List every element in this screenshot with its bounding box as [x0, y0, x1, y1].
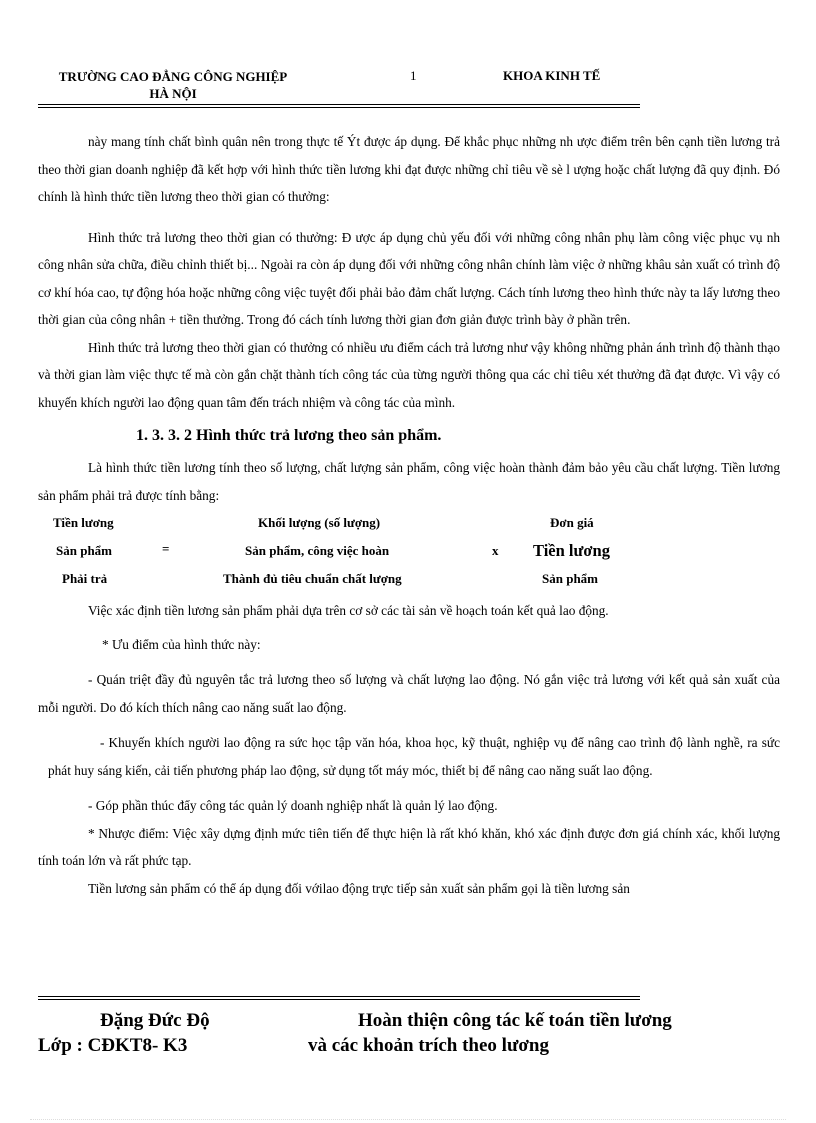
paragraph: Hình thức trả lương theo thời gian có thưởng: Đ ược áp dụng chủ yếu đối với những công nhân phụ làm công việc phục vụ nh công nhân sửa chữa, điều chỉnh thiết bị... Ngoài ra còn áp dụng đối với những công nhân chính làm việc ở những khâu sản xuất có trình độ cơ khí hóa cao, tự động hóa hoặc những công việc tuyệt đối phải bảo đảm chất lượng. Cách tính lương theo hình thức này ta lấy lương theo thời gian của công nhân + tiền thưởng. Trong đó cách tính lương thời gian đơn giản được trình bày ở phần trên. [38, 229, 780, 327]
class-name: Lớp : CĐKT8- K3 [38, 1035, 188, 1056]
formula-mid-line2: Sản phẩm, công việc hoàn [245, 543, 390, 558]
formula-rhs-line3: Sản phẩm [542, 571, 598, 586]
thesis-title-line1: Hoàn thiện công tác kế toán tiền lương [358, 1010, 672, 1031]
formula-mid-line1: Khối lượng (số lượng) [258, 515, 381, 530]
school-name-line1: TRƯỜNG CAO ĐẲNG CÔNG NGHIỆP [58, 69, 288, 84]
formula-rhs-line1: Đơn giá [550, 515, 594, 530]
footer-divider [38, 996, 640, 1000]
faculty-name: KHOA KINH TẾ [503, 68, 601, 83]
paragraph: Hình thức trả lương theo thời gian có thưởng có nhiều ưu điểm cách trả lương như vậy không những phản ánh trình độ thành thạo và thời gian làm việc thực tế mà còn gắn chặt thành tích công tác của từng người thông qua các chỉ tiêu xét thưởng đã đạt được. Vì vậy có khuyến khích người lao động quan tâm đến trách nhiệm và công tác của mình. [38, 339, 780, 410]
document-body [38, 128, 780, 902]
formula-lhs-line2: Sản phẩm [56, 543, 112, 558]
formula-mid-line3: Thành đủ tiêu chuẩn chất lượng [223, 571, 402, 586]
author-name: Đặng Đức Độ [100, 1010, 210, 1031]
formula-lhs-line1: Tiền lương [53, 515, 114, 530]
wage-formula [38, 509, 780, 597]
paragraph: - Góp phần thúc đẩy công tác quản lý doanh nghiệp nhất là quản lý lao động. [88, 798, 498, 813]
paragraph: này mang tính chất bình quân nên trong thực tế Ýt được áp dụng. Để khắc phục những nh ược điểm trên bên cạnh tiền lương trả theo thời gian doanh nghiệp đã kết hợp với hình thức tiền lương khi đạt được những chỉ tiêu về sè l ượng hoặc chất lượng đã quy định. Đó chính là hình thức tiền lương theo thời gian có thưởng: [38, 134, 780, 204]
thesis-title-line2: và các khoản trích theo lương [308, 1035, 549, 1056]
school-name [38, 68, 308, 102]
page-number: 1 [410, 68, 417, 83]
equals-sign: = [162, 541, 170, 556]
school-name-line2: HÀ NỘI [149, 86, 197, 101]
paragraph: Tiền lương sản phẩm có thể áp dụng đối vớilao động trực tiếp sản xuất sản phẩm gọi là tiền lương sản [88, 880, 630, 896]
times-sign: x [492, 543, 499, 558]
formula-rhs-line2: Tiền lương [533, 541, 610, 560]
paragraph: - Quán triệt đầy đủ nguyên tắc trả lương theo số lượng và chất lượng lao động. Nó gắn việc trả lương với kết quả sản xuất của mỗi người. Do đó kích thích nâng cao năng suất lao động. [38, 672, 780, 715]
formula-lhs-line3: Phải trả [62, 571, 108, 586]
page-bottom-edge [30, 1119, 786, 1120]
paragraph: Là hình thức tiền lương tính theo số lượng, chất lượng sản phẩm, công việc hoàn thành đảm bảo yêu cầu chất lượng. Tiền lương sản phẩm phải trả được tính bằng: [38, 460, 780, 503]
paragraph-advantages: * Ưu điểm của hình thức này: [102, 636, 261, 652]
paragraph: Việc xác định tiền lương sản phẩm phải dựa trên cơ sở các tài sản về hoạch toán kết quả lao động. [88, 603, 609, 618]
paragraph: - Khuyến khích người lao động ra sức học tập văn hóa, khoa học, kỹ thuật, nghiệp vụ để nâng cao trình độ lành nghề, ra sức phát huy sáng kiến, cải tiến phương pháp lao động, sử dụng tốt máy móc, thiết bị để nâng cao năng suất lao động. [48, 735, 780, 778]
section-heading: 1. 3. 3. 2 Hình thức trả lương theo sản phẩm. [136, 427, 442, 444]
page-header [38, 68, 640, 104]
paragraph-disadvantages: * Nhược điểm: Việc xây dựng định mức tiên tiến để thực hiện là rất khó khăn, khó xác định được đơn giá chính xác, khối lượng tính toán lớn và rất phức tạp. [38, 825, 780, 868]
header-divider [38, 104, 640, 108]
